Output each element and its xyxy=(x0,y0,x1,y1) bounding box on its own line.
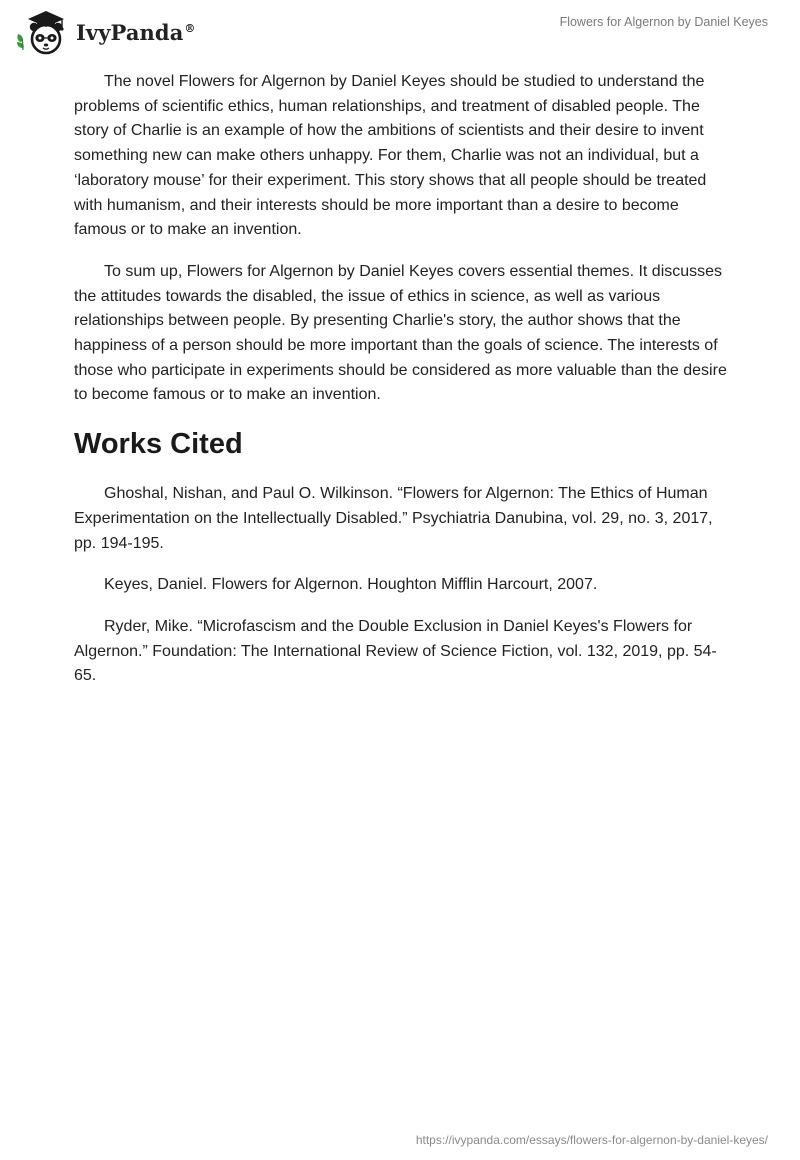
citation-entry: Keyes, Daniel. Flowers for Algernon. Houghton Mifflin Harcourt, 2007. xyxy=(104,576,598,594)
body-paragraph: To sum up, Flowers for Algernon by Daniel Keyes covers essential themes. It discusses the attitudes towards the disabled, the issue of ethics in science, as well as various relationships between people. By presenting Charlie's story, the author shows that the happiness of a person should be more important than the goals of science. The interests of those who participate in experiments should be considered as more valuable than the desire to become famous or to make an invention. xyxy=(74,262,727,404)
citation-entry: Ghoshal, Nishan, and Paul O. Wilkinson. “Flowers for Algernon: The Ethics of Human Experimentation on the Intellectually Disabled.” Psychiatria Danubina, vol. 29, no. 3, 2017, pp. 194-195. xyxy=(74,485,713,552)
registered-mark: ® xyxy=(184,21,196,35)
essay-content xyxy=(74,70,734,706)
works-cited-heading: Works Cited xyxy=(74,428,243,461)
document-title: Flowers for Algernon by Daniel Keyes xyxy=(559,15,768,29)
logo-wordmark: IvyPanda® xyxy=(76,19,196,45)
panda-graduate-icon xyxy=(14,8,74,56)
body-paragraph: The novel Flowers for Algernon by Daniel Keyes should be studied to understand the problems of scientific ethics, human relationships, and treatment of disabled people. The story of Charlie is an example of how the ambitions of scientists and their desire to invent something new can make others unhappy. For them, Charlie was not an individual, but a ‘laboratory mouse’ for their experiment. This story shows that all people should be treated with humanism, and their interests should be more important than a desire to become famous or to make an invention. xyxy=(74,73,707,239)
citation-entry: Ryder, Mike. “Microfascism and the Double Exclusion in Daniel Keyes's Flowers for Algernon.” Foundation: The International Review of Science Fiction, vol. 132, 2019, pp. 54-65. xyxy=(74,617,717,685)
ivypanda-logo[interactable] xyxy=(14,8,196,56)
source-url-link[interactable]: https://ivypanda.com/essays/flowers-for-algernon-by-daniel-keyes/ xyxy=(415,1133,768,1147)
page-header xyxy=(0,0,800,60)
